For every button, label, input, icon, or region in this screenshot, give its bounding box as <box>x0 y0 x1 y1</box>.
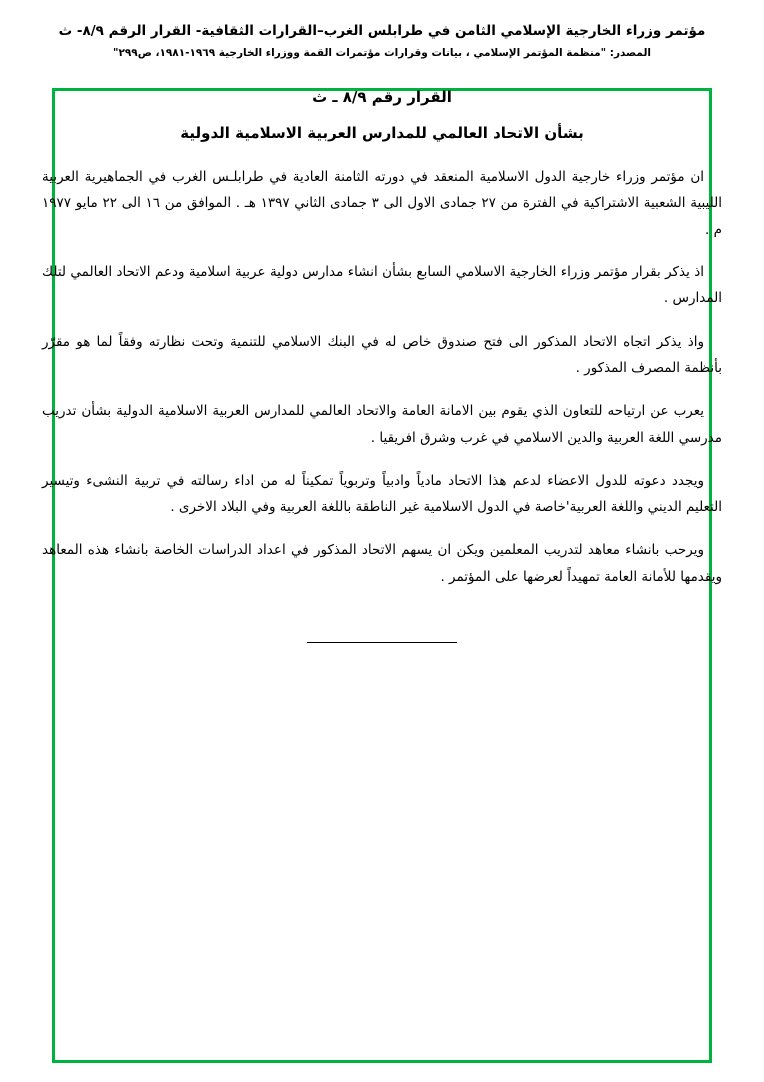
paragraph: ويرحب بانشاء معاهد لتدريب المعلمين ويكن ان يسهم الاتحاد المذكور في اعداد الدراسات الخاصة بانشاء هذه المعاهد ويقدمها للأمانة العامة تمهيداً لعرضها على المؤتمر . <box>42 542 722 585</box>
resolution-number: القرار رقم ٨/٩ ـ ث <box>312 88 452 106</box>
paragraph: ان مؤتمر وزراء خارجية الدول الاسلامية المنعقد في دورته الثامنة العادية في طرابلـس الغرب في الجماهيرية العربية الليبية الشعبية الاشتراكية في الفترة من ٢٧ جمادى الاول الى ٣ جمادى الثاني ١٣٩٧ هـ . الموافق من ١٦ الى ٢٢ مايو ١٩٧٧ م . <box>42 169 723 238</box>
document-body <box>42 88 722 643</box>
header-title: مؤتمر وزراء الخارجية الإسلامي الثامن في طرابلس الغرب–القرارات الثقافية- القرار الرقم ٨/٩- ث <box>58 23 706 39</box>
page-header <box>0 0 764 59</box>
paragraph: ويجدد دعوته للدول الاعضاء لدعم هذا الاتحاد مادياً وادبياً وتربوياً تمكيناً له من اداء رسالته في تربية النشىء وتيسير التعليم الديني واللغة العربية'خاصة في الدول الاسلامية غير الناطقة باللغة العربية وفي البلاد الاخرى . <box>42 472 722 516</box>
header-source: المصدر: "منظمة المؤتمر الإسلامي ، بيانات وقرارات مؤتمرات القمة ووزراء الخارجية ١٩٦٩-١٩٨١، ص٢٩٩" <box>112 46 651 59</box>
paragraph: يعرب عن ارتياحه للتعاون الذي يقوم بين الامانة العامة والاتحاد العالمي للمدارس العربية الاسلامية الدولية بشأن تدريب مدرسي اللغة العربية والدين الاسلامي في غرب وشرق افريقيا . <box>42 403 722 446</box>
paragraph: واذ يذكر اتجاه الاتحاد المذكور الى فتح صندوق خاص له في البنك الاسلامي للتنمية وتحت نظارته وفقاً لما هو مقرّر بأنظمة المصرف المذكور . <box>42 333 722 376</box>
paragraph: اذ يذكر بقرار مؤتمر وزراء الخارجية الاسلامي السابع بشأن انشاء مدارس دولية عربية اسلامية ودعم الاتحاد العالمي لتلك المدارس . <box>42 263 722 307</box>
horizontal-rule <box>307 642 457 643</box>
resolution-subject: بشأن الاتحاد العالمي للمدارس العربية الاسلامية الدولية <box>180 124 584 142</box>
